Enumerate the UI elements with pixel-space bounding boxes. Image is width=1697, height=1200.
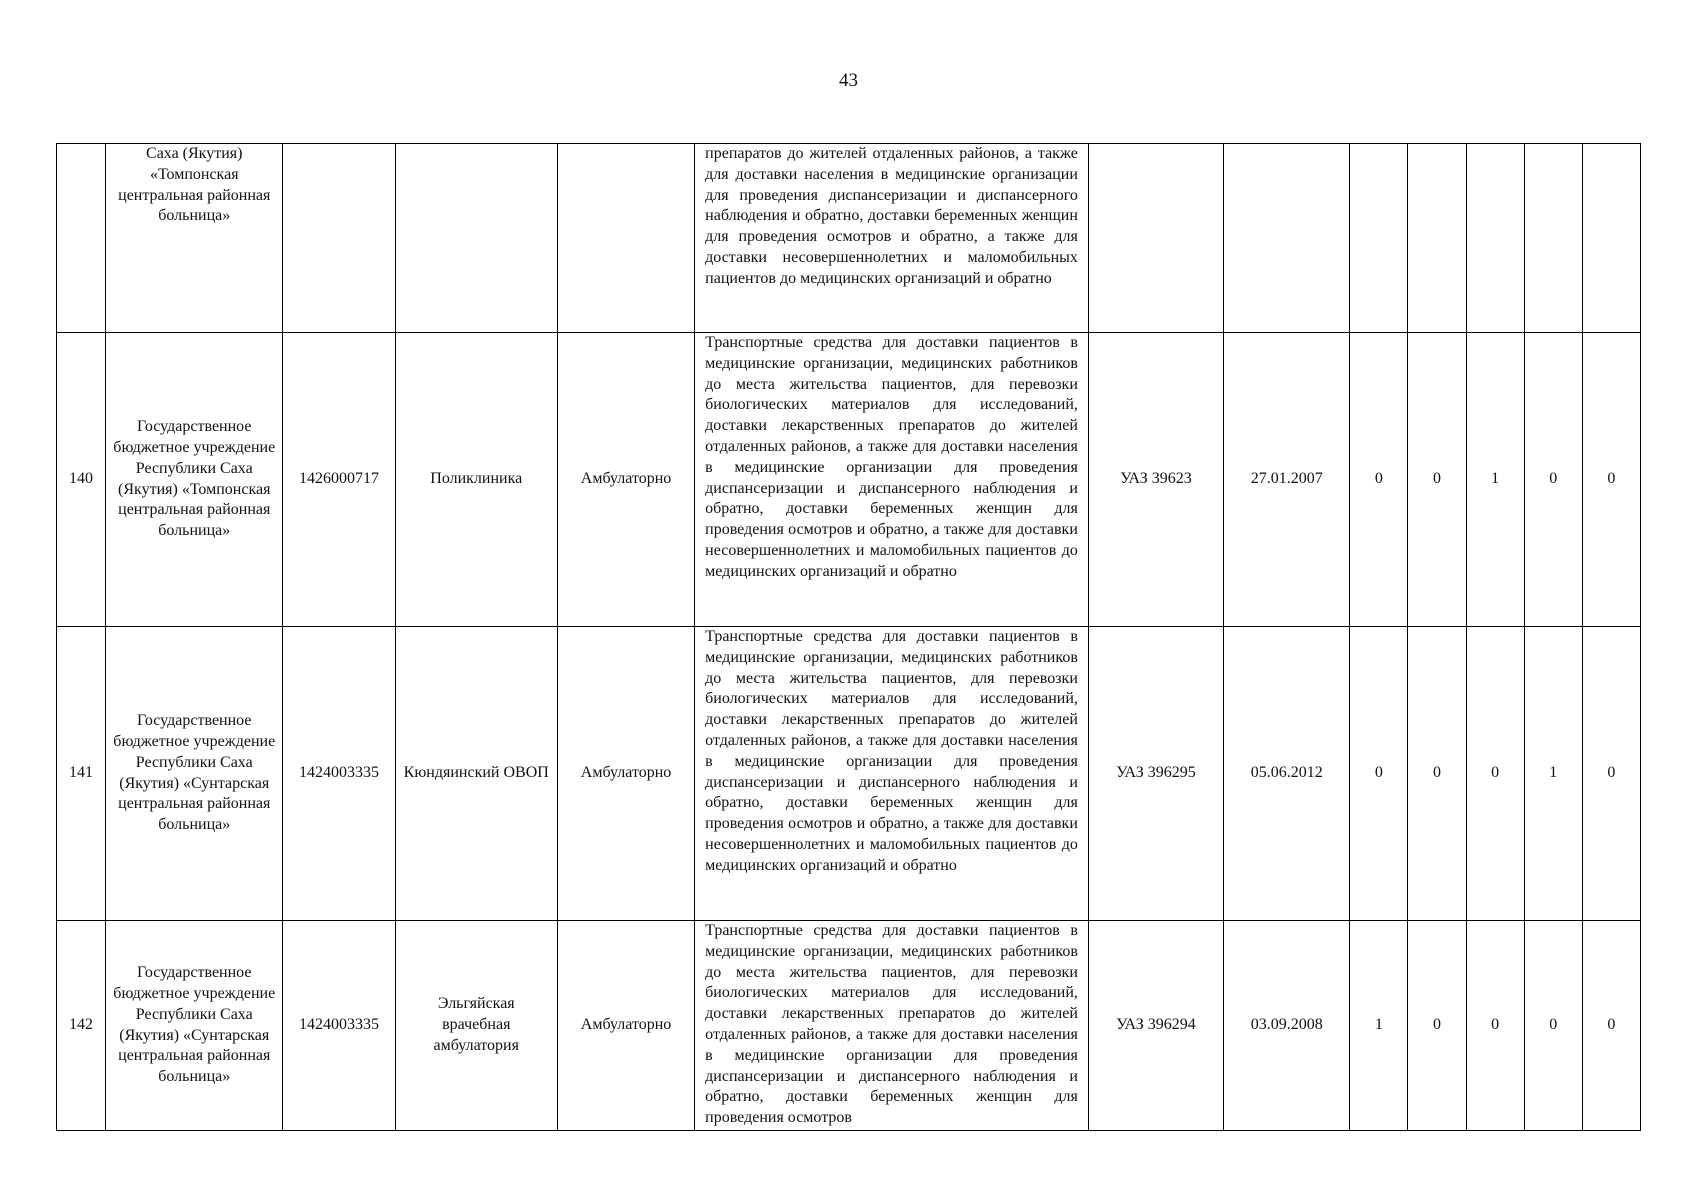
organization-name: Государственное бюджетное учреждение Республики Саха (Якутия) «Сунтарская центральная районная больница»	[106, 627, 283, 921]
table-row	[57, 921, 1641, 1131]
care-type: Амбулаторно	[557, 921, 694, 1131]
vehicle-purpose: Транспортные средства для доставки пациентов в медицинские организации, медицинских работников до места жительства пациентов, для перевозки биологических материалов для исследований, доставки лекарственных препаратов до жителей отдаленных районов, а также для доставки населения в медицинские организации для проведения диспансеризации и диспансерного наблюдения и обратно, доставки беременных женщин для проведения осмотров и обратно, а также для доставки несовершеннолетних и маломобильных пациентов до медицинских организаций и обратно	[695, 333, 1089, 627]
count-cell: 0	[1582, 921, 1640, 1131]
count-cell: 1	[1350, 921, 1408, 1131]
count-cell: 0	[1466, 627, 1524, 921]
vehicle-registry-table	[56, 143, 1641, 1131]
count-cell: 0	[1582, 627, 1640, 921]
count-cell: 1	[1466, 333, 1524, 627]
count-cell	[1350, 144, 1408, 333]
vehicle-model: УАЗ 39623	[1088, 333, 1223, 627]
vehicle-date	[1224, 144, 1350, 333]
organization-name: Саха (Якутия) «Томпонская центральная районная больница»	[106, 144, 283, 333]
vehicle-purpose: Транспортные средства для доставки пациентов в медицинские организации, медицинских работников до места жительства пациентов, для перевозки биологических материалов для исследований, доставки лекарственных препаратов до жителей отдаленных районов, а также для доставки населения в медицинские организации для проведения диспансеризации и диспансерного наблюдения и обратно, доставки беременных женщин для проведения осмотров и обратно, а также для доставки несовершеннолетних и маломобильных пациентов до медицинских организаций и обратно	[695, 627, 1089, 921]
row-number: 142	[57, 921, 106, 1131]
inn: 1424003335	[283, 627, 395, 921]
count-cell: 0	[1582, 333, 1640, 627]
count-cell	[1408, 144, 1466, 333]
inn: 1426000717	[283, 333, 395, 627]
count-cell: 0	[1408, 627, 1466, 921]
vehicle-model	[1088, 144, 1223, 333]
care-type	[557, 144, 694, 333]
organization-name: Государственное бюджетное учреждение Республики Саха (Якутия) «Томпонская центральная районная больница»	[106, 333, 283, 627]
count-cell	[1466, 144, 1524, 333]
count-cell: 0	[1350, 627, 1408, 921]
unit-name: Поликлиника	[395, 333, 557, 627]
count-cell: 0	[1466, 921, 1524, 1131]
vehicle-purpose: Транспортные средства для доставки пациентов в медицинские организации, медицинских работников до места жительства пациентов, для перевозки биологических материалов для исследований, доставки лекарственных препаратов до жителей отдаленных районов, а также для доставки населения в медицинские организации для проведения диспансеризации и диспансерного наблюдения и обратно, доставки беременных женщин для проведения осмотров	[695, 921, 1089, 1131]
vehicle-model: УАЗ 396294	[1088, 921, 1223, 1131]
unit-name: Эльгяйская врачебная амбулатория	[395, 921, 557, 1131]
count-cell: 0	[1524, 921, 1582, 1131]
count-cell: 0	[1350, 333, 1408, 627]
unit-name: Кюндяинский ОВОП	[395, 627, 557, 921]
table-row	[57, 627, 1641, 921]
vehicle-date: 03.09.2008	[1224, 921, 1350, 1131]
row-number: 140	[57, 333, 106, 627]
page-number: 43	[839, 70, 858, 91]
count-cell: 1	[1524, 627, 1582, 921]
inn	[283, 144, 395, 333]
table-row	[57, 144, 1641, 333]
care-type: Амбулаторно	[557, 627, 694, 921]
inn: 1424003335	[283, 921, 395, 1131]
row-number	[57, 144, 106, 333]
organization-name: Государственное бюджетное учреждение Республики Саха (Якутия) «Сунтарская центральная районная больница»	[106, 921, 283, 1131]
table-row	[57, 333, 1641, 627]
count-cell: 0	[1524, 333, 1582, 627]
unit-name	[395, 144, 557, 333]
count-cell	[1524, 144, 1582, 333]
count-cell	[1582, 144, 1640, 333]
vehicle-model: УАЗ 396295	[1088, 627, 1223, 921]
care-type: Амбулаторно	[557, 333, 694, 627]
vehicle-date: 27.01.2007	[1224, 333, 1350, 627]
vehicle-date: 05.06.2012	[1224, 627, 1350, 921]
count-cell: 0	[1408, 333, 1466, 627]
count-cell: 0	[1408, 921, 1466, 1131]
row-number: 141	[57, 627, 106, 921]
vehicle-purpose: препаратов до жителей отдаленных районов, а также для доставки населения в медицинские организации для проведения диспансеризации и диспансерного наблюдения и обратно, доставки беременных женщин для проведения осмотров и обратно, а также для доставки несовершеннолетних и маломобильных пациентов до медицинских организаций и обратно	[695, 144, 1089, 333]
